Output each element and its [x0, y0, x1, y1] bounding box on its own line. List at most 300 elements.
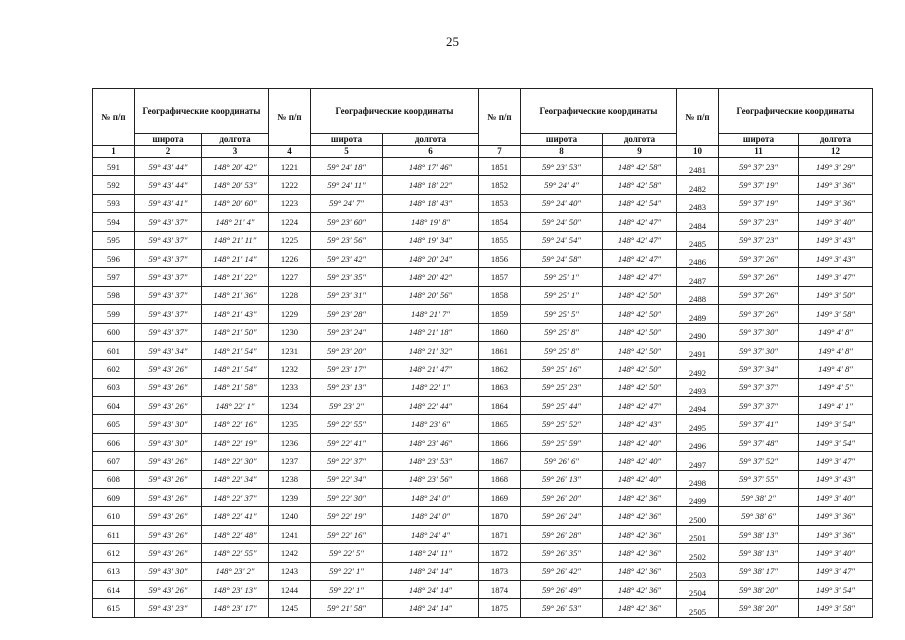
longitude: 148° 23′ 6″: [383, 415, 479, 433]
latitude: 59° 26′ 24″: [521, 507, 603, 525]
latitude: 59° 25′ 1″: [521, 268, 603, 286]
longitude: 148° 24′ 4″: [383, 525, 479, 543]
point-number: 2503: [677, 562, 719, 580]
header-lon: долгота: [202, 134, 269, 146]
longitude: 148° 21′ 47″: [383, 360, 479, 378]
latitude: 59° 43′ 26″: [135, 452, 202, 470]
longitude: 149° 4′ 5″: [799, 378, 873, 396]
point-number: 2481: [677, 158, 719, 176]
table-row: [93, 286, 873, 304]
longitude: 148° 20′ 56″: [383, 286, 479, 304]
point-number: 1859: [479, 305, 521, 323]
latitude: 59° 43′ 44″: [135, 176, 202, 194]
latitude: 59° 43′ 37″: [135, 268, 202, 286]
latitude: 59° 38′ 6″: [719, 507, 799, 525]
longitude: 148° 19′ 34″: [383, 231, 479, 249]
col-number: 7: [479, 146, 521, 158]
point-number: 1873: [479, 562, 521, 580]
point-number: 606: [93, 433, 135, 451]
latitude: 59° 43′ 37″: [135, 305, 202, 323]
point-number: 2499: [677, 489, 719, 507]
longitude: 148° 42′ 50″: [603, 323, 677, 341]
latitude: 59° 37′ 41″: [719, 415, 799, 433]
longitude: 149° 3′ 47″: [799, 452, 873, 470]
point-number: 1854: [479, 213, 521, 231]
longitude: 148° 42′ 50″: [603, 341, 677, 359]
header-lat: широта: [135, 134, 202, 146]
table-row: [93, 158, 873, 176]
latitude: 59° 22′ 55″: [311, 415, 383, 433]
point-number: 2502: [677, 544, 719, 562]
point-number: 2494: [677, 397, 719, 415]
point-number: 1228: [269, 286, 311, 304]
latitude: 59° 22′ 19″: [311, 507, 383, 525]
longitude: 148° 21′ 11″: [202, 231, 269, 249]
longitude: 148° 42′ 58″: [603, 176, 677, 194]
longitude: 148° 42′ 36″: [603, 580, 677, 598]
longitude: 148° 42′ 36″: [603, 544, 677, 562]
table-row: [93, 544, 873, 562]
table-row: [93, 580, 873, 598]
header-geo: Географические координаты: [135, 89, 269, 134]
point-number: 600: [93, 323, 135, 341]
table-row: [93, 489, 873, 507]
latitude: 59° 43′ 30″: [135, 415, 202, 433]
latitude: 59° 37′ 37″: [719, 378, 799, 396]
longitude: 148° 42′ 50″: [603, 360, 677, 378]
col-number: 3: [202, 146, 269, 158]
table-row: [93, 213, 873, 231]
point-number: 1865: [479, 415, 521, 433]
point-number: 1223: [269, 194, 311, 212]
point-number: 593: [93, 194, 135, 212]
point-number: 599: [93, 305, 135, 323]
latitude: 59° 22′ 5″: [311, 544, 383, 562]
longitude: 148° 21′ 54″: [202, 360, 269, 378]
point-number: 1230: [269, 323, 311, 341]
table-row: [93, 360, 873, 378]
latitude: 59° 25′ 1″: [521, 286, 603, 304]
latitude: 59° 37′ 30″: [719, 341, 799, 359]
point-number: 2491: [677, 341, 719, 359]
table-row: [93, 433, 873, 451]
point-number: 597: [93, 268, 135, 286]
longitude: 148° 42′ 50″: [603, 305, 677, 323]
latitude: 59° 37′ 23″: [719, 231, 799, 249]
latitude: 59° 38′ 13″: [719, 544, 799, 562]
latitude: 59° 37′ 30″: [719, 323, 799, 341]
latitude: 59° 38′ 20″: [719, 580, 799, 598]
latitude: 59° 37′ 37″: [719, 397, 799, 415]
point-number: 1866: [479, 433, 521, 451]
point-number: 2497: [677, 452, 719, 470]
point-number: 604: [93, 397, 135, 415]
latitude: 59° 23′ 60″: [311, 213, 383, 231]
longitude: 148° 17′ 46″: [383, 158, 479, 176]
longitude: 149° 3′ 40″: [799, 213, 873, 231]
longitude: 149° 3′ 40″: [799, 489, 873, 507]
latitude: 59° 23′ 31″: [311, 286, 383, 304]
col-number: 11: [719, 146, 799, 158]
point-number: 1225: [269, 231, 311, 249]
longitude: 148° 42′ 47″: [603, 397, 677, 415]
latitude: 59° 26′ 53″: [521, 599, 603, 617]
longitude: 148° 42′ 36″: [603, 507, 677, 525]
longitude: 148° 22′ 41″: [202, 507, 269, 525]
longitude: 148° 22′ 34″: [202, 470, 269, 488]
col-number: 12: [799, 146, 873, 158]
longitude: 149° 3′ 43″: [799, 470, 873, 488]
longitude: 148° 21′ 50″: [202, 323, 269, 341]
point-number: 1236: [269, 433, 311, 451]
longitude: 148° 24′ 0″: [383, 489, 479, 507]
point-number: 1874: [479, 580, 521, 598]
longitude: 148° 24′ 14″: [383, 562, 479, 580]
point-number: 1871: [479, 525, 521, 543]
latitude: 59° 38′ 20″: [719, 599, 799, 617]
point-number: 1226: [269, 249, 311, 267]
point-number: 2500: [677, 507, 719, 525]
point-number: 601: [93, 341, 135, 359]
latitude: 59° 23′ 53″: [521, 158, 603, 176]
latitude: 59° 43′ 37″: [135, 323, 202, 341]
longitude: 148° 21′ 4″: [202, 213, 269, 231]
latitude: 59° 25′ 8″: [521, 341, 603, 359]
latitude: 59° 23′ 20″: [311, 341, 383, 359]
longitude: 148° 42′ 47″: [603, 249, 677, 267]
table-row: [93, 249, 873, 267]
latitude: 59° 43′ 30″: [135, 433, 202, 451]
longitude: 148° 42′ 36″: [603, 489, 677, 507]
longitude: 148° 42′ 47″: [603, 213, 677, 231]
longitude: 148° 23′ 46″: [383, 433, 479, 451]
point-number: 608: [93, 470, 135, 488]
point-number: 1222: [269, 176, 311, 194]
latitude: 59° 23′ 2″: [311, 397, 383, 415]
header-geo: Географические координаты: [311, 89, 479, 134]
table-row: [93, 397, 873, 415]
longitude: 148° 23′ 2″: [202, 562, 269, 580]
latitude: 59° 43′ 26″: [135, 378, 202, 396]
point-number: 1243: [269, 562, 311, 580]
longitude: 148° 19′ 8″: [383, 213, 479, 231]
latitude: 59° 43′ 26″: [135, 360, 202, 378]
point-number: 1853: [479, 194, 521, 212]
header-lon: долгота: [383, 134, 479, 146]
point-number: 1868: [479, 470, 521, 488]
longitude: 148° 42′ 40″: [603, 452, 677, 470]
longitude: 148° 42′ 50″: [603, 286, 677, 304]
longitude: 148° 22′ 44″: [383, 397, 479, 415]
point-number: 2505: [677, 599, 719, 617]
longitude: 148° 24′ 11″: [383, 544, 479, 562]
point-number: 2501: [677, 525, 719, 543]
point-number: 1869: [479, 489, 521, 507]
longitude: 149° 3′ 43″: [799, 249, 873, 267]
page-number: 25: [446, 34, 459, 49]
latitude: 59° 38′ 17″: [719, 562, 799, 580]
longitude: 148° 23′ 13″: [202, 580, 269, 598]
point-number: 1861: [479, 341, 521, 359]
col-number: 9: [603, 146, 677, 158]
latitude: 59° 22′ 34″: [311, 470, 383, 488]
latitude: 59° 37′ 19″: [719, 194, 799, 212]
header-num: № п/п: [93, 89, 135, 146]
point-number: 1237: [269, 452, 311, 470]
col-number: 6: [383, 146, 479, 158]
latitude: 59° 38′ 13″: [719, 525, 799, 543]
point-number: 2485: [677, 231, 719, 249]
point-number: 2498: [677, 470, 719, 488]
longitude: 148° 21′ 58″: [202, 378, 269, 396]
longitude: 149° 3′ 36″: [799, 525, 873, 543]
longitude: 148° 42′ 43″: [603, 415, 677, 433]
point-number: 595: [93, 231, 135, 249]
longitude: 148° 42′ 50″: [603, 378, 677, 396]
table-row: [93, 305, 873, 323]
longitude: 149° 3′ 40″: [799, 544, 873, 562]
latitude: 59° 25′ 59″: [521, 433, 603, 451]
point-number: 1235: [269, 415, 311, 433]
point-number: 1858: [479, 286, 521, 304]
longitude: 149° 3′ 54″: [799, 580, 873, 598]
point-number: 607: [93, 452, 135, 470]
longitude: 148° 22′ 48″: [202, 525, 269, 543]
latitude: 59° 26′ 42″: [521, 562, 603, 580]
point-number: 1862: [479, 360, 521, 378]
point-number: 615: [93, 599, 135, 617]
column-number-row: [93, 146, 873, 158]
latitude: 59° 24′ 7″: [311, 194, 383, 212]
latitude: 59° 23′ 42″: [311, 249, 383, 267]
latitude: 59° 43′ 37″: [135, 286, 202, 304]
point-number: 613: [93, 562, 135, 580]
table-row: [93, 452, 873, 470]
point-number: 1860: [479, 323, 521, 341]
latitude: 59° 37′ 26″: [719, 305, 799, 323]
table-row: [93, 194, 873, 212]
longitude: 148° 20′ 42″: [202, 158, 269, 176]
header-lat: широта: [521, 134, 603, 146]
longitude: 148° 24′ 14″: [383, 580, 479, 598]
longitude: 148° 21′ 22″: [202, 268, 269, 286]
header-geo: Географические координаты: [521, 89, 677, 134]
longitude: 149° 3′ 47″: [799, 268, 873, 286]
latitude: 59° 37′ 34″: [719, 360, 799, 378]
point-number: 602: [93, 360, 135, 378]
longitude: 148° 21′ 14″: [202, 249, 269, 267]
longitude: 149° 3′ 29″: [799, 158, 873, 176]
latitude: 59° 25′ 8″: [521, 323, 603, 341]
point-number: 591: [93, 158, 135, 176]
header-row: [93, 89, 873, 134]
col-number: 10: [677, 146, 719, 158]
table-row: [93, 599, 873, 617]
point-number: 1221: [269, 158, 311, 176]
point-number: 2486: [677, 249, 719, 267]
table-row: [93, 231, 873, 249]
latitude: 59° 43′ 34″: [135, 341, 202, 359]
longitude: 149° 3′ 58″: [799, 305, 873, 323]
latitude: 59° 24′ 18″: [311, 158, 383, 176]
longitude: 148° 21′ 18″: [383, 323, 479, 341]
latitude: 59° 37′ 55″: [719, 470, 799, 488]
latitude: 59° 43′ 26″: [135, 544, 202, 562]
longitude: 149° 3′ 36″: [799, 176, 873, 194]
header-lat: широта: [311, 134, 383, 146]
longitude: 148° 42′ 40″: [603, 433, 677, 451]
point-number: 2495: [677, 415, 719, 433]
latitude: 59° 37′ 26″: [719, 268, 799, 286]
latitude: 59° 23′ 56″: [311, 231, 383, 249]
point-number: 1244: [269, 580, 311, 598]
latitude: 59° 24′ 50″: [521, 213, 603, 231]
latitude: 59° 37′ 26″: [719, 286, 799, 304]
point-number: 603: [93, 378, 135, 396]
latitude: 59° 37′ 23″: [719, 213, 799, 231]
longitude: 149° 3′ 36″: [799, 507, 873, 525]
point-number: 1856: [479, 249, 521, 267]
longitude: 149° 3′ 50″: [799, 286, 873, 304]
latitude: 59° 22′ 41″: [311, 433, 383, 451]
header-num: № п/п: [479, 89, 521, 146]
point-number: 1234: [269, 397, 311, 415]
longitude: 148° 20′ 53″: [202, 176, 269, 194]
header-lon: долгота: [603, 134, 677, 146]
latitude: 59° 26′ 49″: [521, 580, 603, 598]
longitude: 148° 22′ 1″: [383, 378, 479, 396]
latitude: 59° 43′ 26″: [135, 470, 202, 488]
longitude: 148° 42′ 47″: [603, 231, 677, 249]
longitude: 148° 22′ 16″: [202, 415, 269, 433]
header-num: № п/п: [269, 89, 311, 146]
longitude: 148° 20′ 42″: [383, 268, 479, 286]
latitude: 59° 25′ 23″: [521, 378, 603, 396]
latitude: 59° 25′ 44″: [521, 397, 603, 415]
point-number: 2504: [677, 580, 719, 598]
longitude: 149° 4′ 1″: [799, 397, 873, 415]
longitude: 148° 21′ 32″: [383, 341, 479, 359]
longitude: 148° 24′ 0″: [383, 507, 479, 525]
col-number: 1: [93, 146, 135, 158]
latitude: 59° 43′ 30″: [135, 562, 202, 580]
latitude: 59° 43′ 37″: [135, 231, 202, 249]
latitude: 59° 25′ 5″: [521, 305, 603, 323]
latitude: 59° 21′ 58″: [311, 599, 383, 617]
longitude: 148° 23′ 53″: [383, 452, 479, 470]
longitude: 149° 4′ 8″: [799, 360, 873, 378]
table-row: [93, 341, 873, 359]
longitude: 148° 20′ 24″: [383, 249, 479, 267]
latitude: 59° 26′ 6″: [521, 452, 603, 470]
point-number: 2488: [677, 286, 719, 304]
longitude: 148° 22′ 1″: [202, 397, 269, 415]
point-number: 1241: [269, 525, 311, 543]
latitude: 59° 37′ 48″: [719, 433, 799, 451]
point-number: 592: [93, 176, 135, 194]
point-number: 1863: [479, 378, 521, 396]
longitude: 148° 22′ 37″: [202, 489, 269, 507]
header-num: № п/п: [677, 89, 719, 146]
point-number: 2484: [677, 213, 719, 231]
table-row: [93, 176, 873, 194]
latitude: 59° 26′ 28″: [521, 525, 603, 543]
point-number: 1855: [479, 231, 521, 249]
longitude: 149° 3′ 43″: [799, 231, 873, 249]
latitude: 59° 43′ 26″: [135, 397, 202, 415]
longitude: 149° 4′ 8″: [799, 323, 873, 341]
longitude: 148° 23′ 17″: [202, 599, 269, 617]
latitude: 59° 22′ 1″: [311, 580, 383, 598]
latitude: 59° 43′ 37″: [135, 249, 202, 267]
longitude: 148° 20′ 60″: [202, 194, 269, 212]
longitude: 148° 42′ 58″: [603, 158, 677, 176]
table-row: [93, 268, 873, 286]
latitude: 59° 23′ 28″: [311, 305, 383, 323]
latitude: 59° 23′ 35″: [311, 268, 383, 286]
latitude: 59° 26′ 35″: [521, 544, 603, 562]
latitude: 59° 43′ 41″: [135, 194, 202, 212]
col-number: 2: [135, 146, 202, 158]
point-number: 2492: [677, 360, 719, 378]
longitude: 148° 18′ 22″: [383, 176, 479, 194]
longitude: 148° 42′ 40″: [603, 470, 677, 488]
point-number: 2493: [677, 378, 719, 396]
longitude: 148° 23′ 56″: [383, 470, 479, 488]
header-lon: долгота: [799, 134, 873, 146]
longitude: 148° 22′ 19″: [202, 433, 269, 451]
latitude: 59° 25′ 52″: [521, 415, 603, 433]
point-number: 1227: [269, 268, 311, 286]
latitude: 59° 24′ 4″: [521, 176, 603, 194]
col-number: 8: [521, 146, 603, 158]
point-number: 2489: [677, 305, 719, 323]
latitude: 59° 43′ 26″: [135, 507, 202, 525]
latitude: 59° 37′ 19″: [719, 176, 799, 194]
longitude: 148° 21′ 43″: [202, 305, 269, 323]
point-number: 2483: [677, 194, 719, 212]
longitude: 148° 42′ 36″: [603, 599, 677, 617]
coordinates-table: [92, 88, 873, 618]
point-number: 1852: [479, 176, 521, 194]
header-lat: широта: [719, 134, 799, 146]
point-number: 596: [93, 249, 135, 267]
point-number: 1242: [269, 544, 311, 562]
longitude: 149° 3′ 36″: [799, 194, 873, 212]
longitude: 148° 42′ 36″: [603, 525, 677, 543]
table-body: [93, 158, 873, 618]
point-number: 1870: [479, 507, 521, 525]
latitude: 59° 25′ 16″: [521, 360, 603, 378]
point-number: 1240: [269, 507, 311, 525]
point-number: 1233: [269, 378, 311, 396]
latitude: 59° 43′ 23″: [135, 599, 202, 617]
latitude: 59° 24′ 40″: [521, 194, 603, 212]
longitude: 148° 24′ 14″: [383, 599, 479, 617]
longitude: 148° 21′ 7″: [383, 305, 479, 323]
latitude: 59° 23′ 13″: [311, 378, 383, 396]
longitude: 149° 3′ 54″: [799, 415, 873, 433]
point-number: 2487: [677, 268, 719, 286]
point-number: 610: [93, 507, 135, 525]
latitude: 59° 37′ 23″: [719, 158, 799, 176]
header-geo: Географические координаты: [719, 89, 873, 134]
latitude: 59° 37′ 52″: [719, 452, 799, 470]
latitude: 59° 26′ 13″: [521, 470, 603, 488]
table-row: [93, 507, 873, 525]
col-number: 4: [269, 146, 311, 158]
point-number: 2496: [677, 433, 719, 451]
